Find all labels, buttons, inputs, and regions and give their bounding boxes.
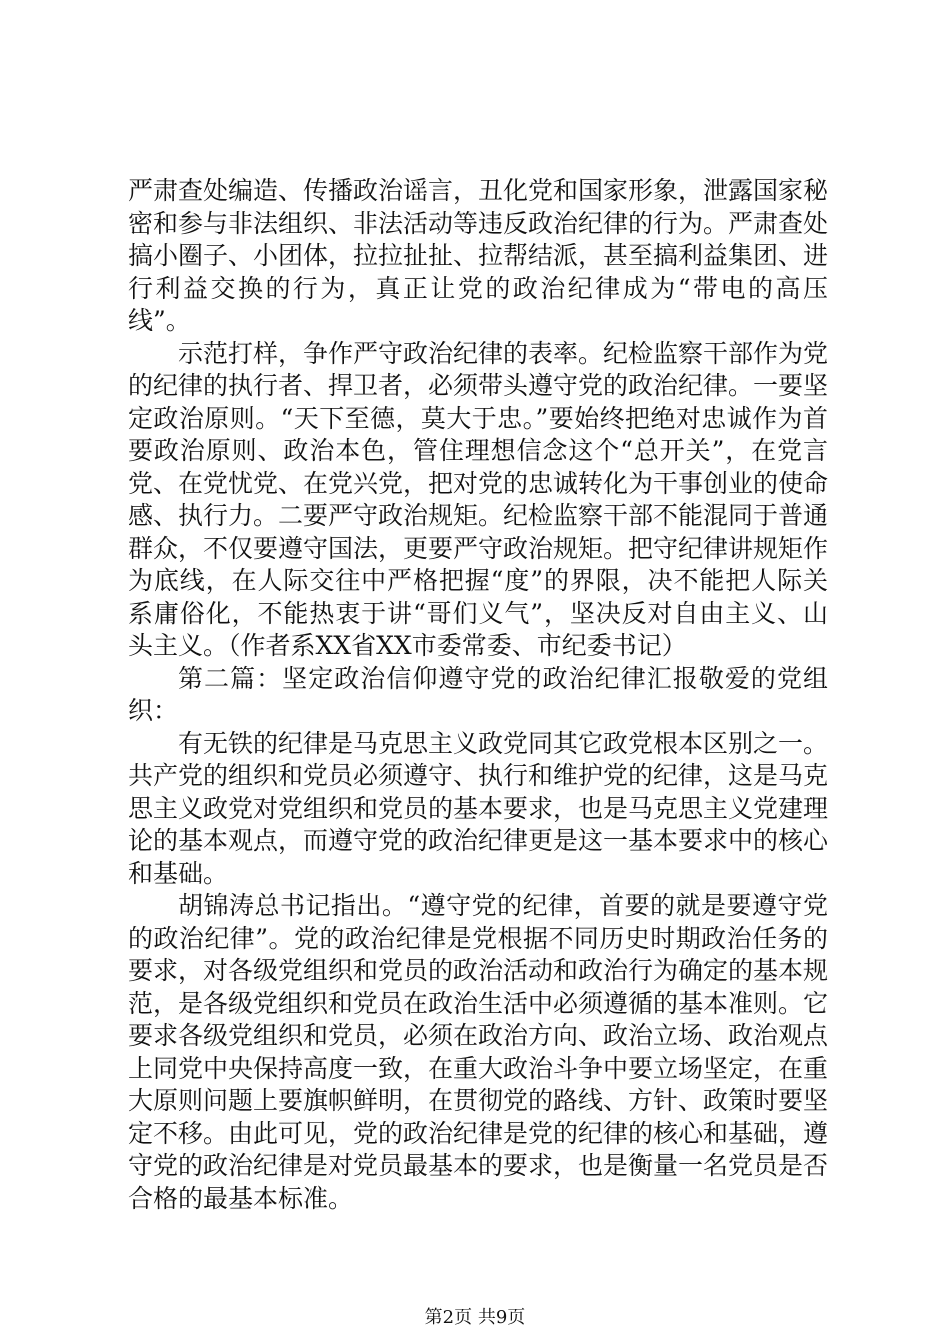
paragraph-exemplary-conduct: 示范打样，争作严守政治纪律的表率。纪检监察干部作为党的纪律的执行者、捍卫者，必须带头遵守党的政治纪律。一要坚定政治原则。“天下至德，莫大于忠。”要始终把绝对忠诚作为首要政治原则、政治本色，管住理想信念这个“总开关”，在党言党、在党忧党、在党兴党，把对党的忠诚转化为干事创业的使命感、执行力。二要严守政治规矩。纪检监察干部不能混同于普通群众，不仅要遵守国法，更要严守政治规矩。把守纪律讲规矩作为底线，在人际交往中严格把握“度”的界限，决不能把人际关系庸俗化，不能热衷于讲“哥们义气”，坚决反对自由主义、山头主义。（作者系XX省XX市委常委、市纪委书记） <box>128 338 829 660</box>
paragraph-continuation: 严肃查处编造、传播政治谣言，丑化党和国家形象，泄露国家秘密和参与非法组织、非法活动等违反政治纪律的行为。严肃查处搞小圈子、小团体，拉拉扯扯、拉帮结派，甚至搞利益集团、进行利益交换的行为，真正让党的政治纪律成为“带电的高压线”。 <box>128 176 829 335</box>
paragraph-iron-discipline: 有无铁的纪律是马克思主义政党同其它政党根本区别之一。共产党的组织和党员必须遵守、执行和维护党的纪律，这是马克思主义政党对党组织和党员的基本要求，也是马克思主义党建理论的基本观点，而遵守党的政治纪律更是这一基本要求中的核心和基础。 <box>128 728 829 888</box>
page-number-footer: 第2页 共9页 <box>424 1307 526 1328</box>
section-heading-part-two: 第二篇：坚定政治信仰遵守党的政治纪律汇报敬爱的党组织： <box>128 663 828 725</box>
paragraph-political-discipline: 胡锦涛总书记指出。“遵守党的纪律，首要的就是要遵守党的政治纪律”。党的政治纪律是党根据不同历史时期政治任务的要求，对各级党组织和党员的政治活动和政治行为确定的基本规范，是各级党组织和党员在政治生活中必须遵循的基本准则。它要求各级党组织和党员，必须在政治方向、政治立场、政治观点上同党中央保持高度一致，在重大政治斗争中要立场坚定，在重大原则问题上要旗帜鲜明，在贯彻党的路线、方针、政策时要坚定不移。由此可见，党的政治纪律是党的纪律的核心和基础，遵守党的政治纪律是对党员最基本的要求，也是衡量一名党员是否合格的最基本标准。 <box>128 891 829 1213</box>
document-body <box>128 175 828 1215</box>
